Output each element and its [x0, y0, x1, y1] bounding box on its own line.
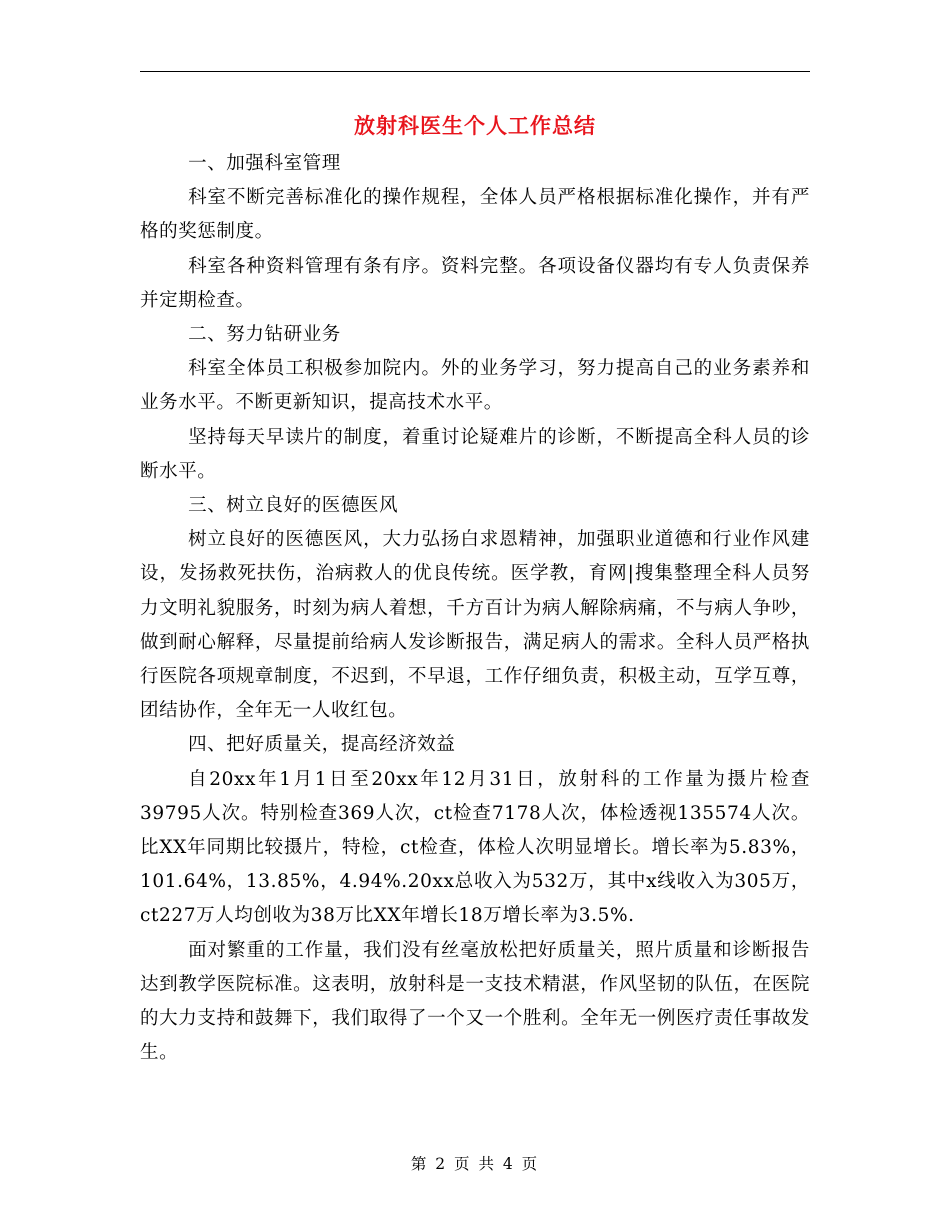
section-heading: 一、加强科室管理 — [188, 153, 341, 174]
body-paragraph: 科室全体员工积极参加院内。外的业务学习，努力提高自己的业务素养和业务水平。不断更新知识，提高技术水平。 — [140, 358, 810, 414]
section-heading: 四、把好质量关，提高经济效益 — [188, 734, 456, 756]
section-heading: 二、努力钻研业务 — [188, 324, 341, 346]
body-paragraph: 树立良好的医德医风，大力弘扬白求恩精神，加强职业道德和行业作风建设，发扬救死扶伤，治病救人的优良传统。医学教，育网|搜集整理全科人员努力文明礼貌服务，时刻为病人着想，千方百计为病人解除病痛，不与病人争吵，做到耐心解释，尽量提前给病人发诊断报告，满足病人的需求。全科人员严格执行医院各项规章制度，不迟到，不早退，工作仔细负责，积极主动，互学互尊，团结协作，全年无一人收红包。 — [140, 529, 810, 722]
page-number: 第 2 页 共 4 页 — [410, 1155, 540, 1173]
header-rule — [140, 71, 810, 72]
section-heading: 三、树立良好的医德医风 — [188, 495, 399, 517]
body-paragraph: 科室不断完善标准化的操作规程，全体人员严格根据标准化操作，并有严格的奖惩制度。 — [140, 187, 810, 243]
document-title: 放射科医生个人工作总结 — [354, 113, 596, 138]
body-paragraph: 自20xx年1月1日至20xx年12月31日，放射科的工作量为摄片检查39795人次。特别检查369人次，ct检查7178人次，体检透视135574人次。比XX年同期比较摄片，特检，ct检查，体检人次明显增长。增长率为5.83%，101.64%，13.85%，4.94%.20xx总收入为532万，其中x线收入为305万，ct227万人均创收为38万比XX年增长18万增长率为3.5%. — [140, 768, 810, 927]
body-paragraph: 坚持每天早读片的制度，着重讨论疑难片的诊断，不断提高全科人员的诊断水平。 — [140, 426, 810, 482]
document-body — [140, 147, 810, 1070]
body-paragraph: 科室各种资料管理有条有序。资料完整。各项设备仪器均有专人负责保养并定期检查。 — [140, 255, 810, 311]
body-paragraph: 面对繁重的工作量，我们没有丝毫放松把好质量关，照片质量和诊断报告达到教学医院标准。这表明，放射科是一支技术精湛，作风坚韧的队伍，在医院的大力支持和鼓舞下，我们取得了一个又一个胜利。全年无一例医疗责任事故发生。 — [140, 939, 810, 1064]
